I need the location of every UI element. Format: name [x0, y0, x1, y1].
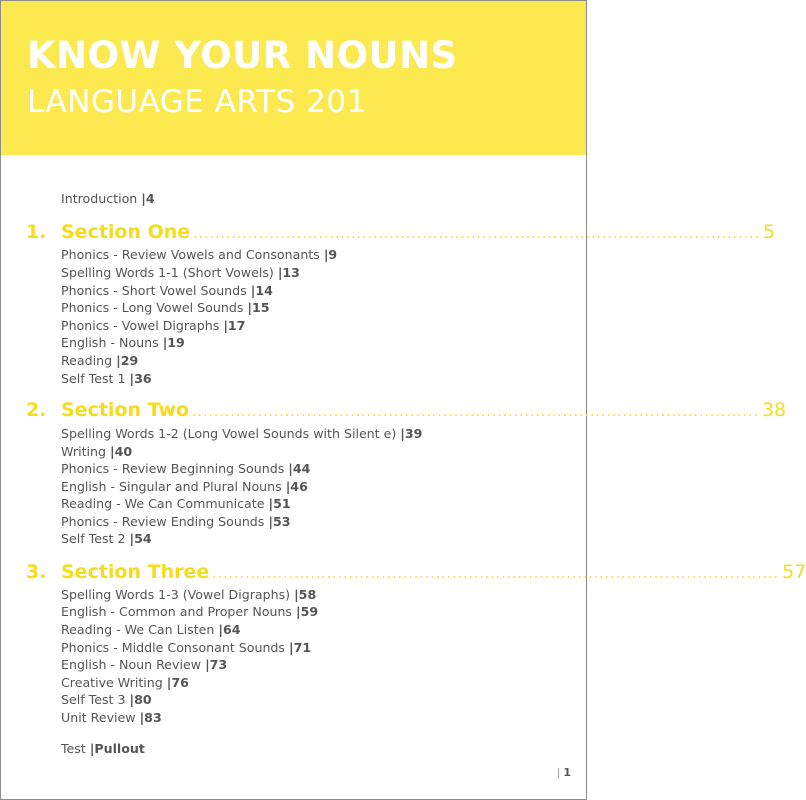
section-title: Section One: [61, 221, 191, 243]
toc-entry-page: |36: [129, 371, 152, 386]
toc-entry: [61, 461, 310, 476]
toc-entry: [61, 604, 318, 619]
section-page: 57: [782, 561, 806, 583]
toc-entry: [61, 514, 291, 529]
toc-entry-page: |Pullout: [89, 741, 145, 756]
toc-entry-page: |19: [162, 335, 185, 350]
toc-entry-label: Introduction: [61, 191, 142, 206]
toc-entry-label: English - Nouns: [61, 335, 163, 350]
toc-entry: [61, 300, 270, 315]
toc-entry-label: English - Noun Review: [61, 657, 206, 672]
toc-entry-page: |39: [400, 426, 423, 441]
section-leader-dots: ........................................................................................................: [212, 566, 780, 582]
toc-entry-page: |58: [294, 587, 317, 602]
toc-entry: [61, 622, 241, 637]
section-number: 2.: [26, 399, 47, 421]
toc-entry-label: Test: [61, 741, 90, 756]
toc-entry-label: Spelling Words 1-1 (Short Vowels): [61, 265, 278, 280]
section-number: 1.: [26, 221, 47, 243]
toc-entry: [61, 265, 300, 280]
toc-entry: [61, 318, 245, 333]
toc-entry-label: Spelling Words 1-3 (Vowel Digraphs): [61, 587, 295, 602]
section-title: Section Three: [61, 561, 210, 583]
toc-entry-page: |51: [268, 496, 291, 511]
toc-entry-page: |40: [109, 444, 133, 459]
toc-entry-label: Phonics - Review Beginning Sounds: [61, 461, 289, 476]
toc-entry-label: Spelling Words 1-2 (Long Vowel Sounds with Silent e): [61, 426, 401, 441]
document-title: KNOW YOUR NOUNS: [27, 34, 458, 77]
toc-entry-page: |53: [268, 514, 291, 529]
section-leader-dots: ........................................................................................................: [192, 404, 759, 420]
toc-entry-page: |73: [205, 657, 228, 672]
toc-entry-page: |83: [139, 710, 162, 725]
toc-entry-page: |15: [247, 300, 270, 315]
section-leader-dots: ........................................................................................................: [193, 226, 761, 242]
footer-separator: |: [556, 766, 561, 779]
section-page: 38: [761, 399, 787, 421]
page-number: 1: [563, 766, 571, 779]
toc-entry-label: English - Singular and Plural Nouns: [61, 479, 286, 494]
toc-entry: [61, 444, 132, 459]
toc-entry-page: |9: [323, 247, 338, 262]
title-banner: [1, 1, 586, 155]
toc-entry-label: Reading - We Can Communicate: [61, 496, 269, 511]
section-heading-3: [26, 560, 806, 584]
toc-entry-label: Writing: [61, 444, 110, 459]
toc-entry-label: Unit Review: [61, 710, 140, 725]
toc-entry-page: |4: [141, 191, 155, 206]
toc-entry: [61, 371, 152, 386]
toc-entry-page: |80: [129, 692, 152, 707]
toc-entry-label: Reading - We Can Listen: [61, 622, 219, 637]
toc-entry-page: |17: [223, 318, 246, 333]
toc-entry-page: |29: [116, 353, 139, 368]
section-heading-1: [26, 220, 776, 244]
toc-entry: [61, 710, 162, 725]
toc-entry-label: Self Test 1: [61, 371, 130, 386]
section-heading-2: [26, 398, 787, 422]
toc-entry-label: English - Common and Proper Nouns: [61, 604, 297, 619]
toc-entry-label: Self Test 2: [61, 531, 130, 546]
toc-entry-page: |46: [285, 479, 308, 494]
section-page: 5: [763, 221, 776, 243]
toc-entry: [61, 692, 152, 707]
toc-entry-page: |71: [289, 640, 312, 655]
toc-entry: [61, 657, 227, 672]
toc-entry-label: Creative Writing: [61, 675, 167, 690]
toc-entry-label: Phonics - Short Vowel Sounds: [61, 283, 251, 298]
toc-entry: [61, 283, 273, 298]
toc-entry-page: |54: [129, 531, 152, 546]
toc-entry: [61, 531, 152, 546]
toc-entry: [61, 496, 291, 511]
toc-entry: [61, 479, 308, 494]
section-title: Section Two: [61, 399, 190, 421]
toc-entry-label: Phonics - Middle Consonant Sounds: [61, 640, 289, 655]
toc-entry-page: |14: [250, 283, 273, 298]
toc-entry-label: Phonics - Vowel Digraphs: [61, 318, 224, 333]
toc-entry: [61, 640, 311, 655]
toc-entry: [61, 426, 422, 441]
toc-entry: [61, 587, 316, 602]
toc-entry-page: |44: [288, 461, 311, 476]
toc-entry-label: Phonics - Review Vowels and Consonants: [61, 247, 324, 262]
toc-entry: [61, 247, 337, 262]
toc-entry-page: |64: [218, 622, 241, 637]
toc-entry: [61, 335, 185, 350]
toc-entry-label: Self Test 3: [61, 692, 130, 707]
page-footer: [557, 766, 571, 779]
toc-entry: [61, 675, 189, 690]
toc-intro: [61, 191, 155, 206]
toc-entry-page: |13: [277, 265, 300, 280]
section-number: 3.: [26, 561, 47, 583]
toc-test: [61, 741, 145, 756]
toc-entry-label: Phonics - Long Vowel Sounds: [61, 300, 248, 315]
toc-entry-label: Reading: [61, 353, 117, 368]
toc-entry-label: Phonics - Review Ending Sounds: [61, 514, 269, 529]
toc-entry: [61, 353, 138, 368]
document-subtitle: LANGUAGE ARTS 201: [27, 84, 367, 120]
toc-entry-page: |59: [296, 604, 319, 619]
toc-entry-page: |76: [166, 675, 189, 690]
